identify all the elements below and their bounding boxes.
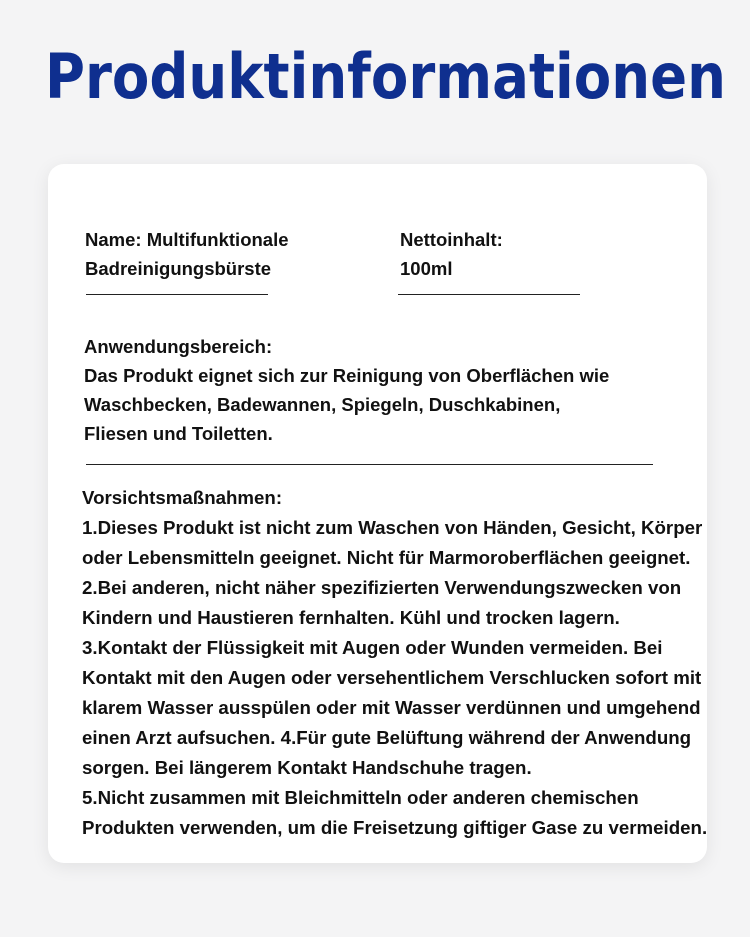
name-divider — [86, 294, 268, 295]
precautions-line: einen Arzt aufsuchen. 4.Für gute Belüftung während der Anwendung — [82, 727, 692, 748]
product-name-line-1: Name: Multifunktionale — [85, 229, 289, 250]
usage-section — [84, 332, 664, 448]
precautions-line: Produkten verwenden, um die Freisetzung giftiger Gase zu vermeiden. — [82, 817, 708, 838]
precautions-line: 3.Kontakt der Flüssigkeit mit Augen oder Wunden vermeiden. Bei — [82, 637, 663, 658]
precautions-line: 1.Dieses Produkt ist nicht zum Waschen von Händen, Gesicht, Körper — [82, 517, 703, 538]
precautions-line: oder Lebensmitteln geeignet. Nicht für Marmoroberflächen geeignet. — [82, 547, 691, 568]
precautions-line: sorgen. Bei längerem Kontakt Handschuhe tragen. — [82, 757, 532, 778]
precautions-heading: Vorsichtsmaßnahmen: — [82, 487, 283, 508]
usage-line: Fliesen und Toiletten. — [84, 423, 273, 444]
precautions-line: Kontakt mit den Augen oder versehentlichem Verschlucken sofort mit — [82, 667, 702, 688]
net-content-block — [400, 225, 650, 283]
product-name-block — [85, 225, 365, 283]
precautions-line: Kindern und Haustieren fernhalten. Kühl und trocken lagern. — [82, 607, 620, 628]
precautions-line: 2.Bei anderen, nicht näher spezifizierten Verwendungszwecken von — [82, 577, 682, 598]
precautions-line: klarem Wasser ausspülen oder mit Wasser verdünnen und umgehend — [82, 697, 701, 718]
product-info-card — [48, 164, 707, 863]
usage-heading: Anwendungsbereich: — [84, 336, 273, 357]
net-content-label: Nettoinhalt: — [400, 229, 503, 250]
usage-line: Das Produkt eignet sich zur Reinigung von Oberflächen wie — [84, 365, 610, 386]
page-title: Produktinformationen — [45, 40, 726, 113]
precautions-line: 5.Nicht zusammen mit Bleichmitteln oder anderen chemischen — [82, 787, 639, 808]
net-content-divider — [398, 294, 580, 295]
usage-line: Waschbecken, Badewannen, Spiegeln, Duschkabinen, — [84, 394, 561, 415]
usage-divider — [86, 464, 653, 465]
net-content-value: 100ml — [400, 258, 453, 279]
product-name-line-2: Badreinigungsbürste — [85, 258, 272, 279]
precautions-section — [82, 483, 708, 843]
